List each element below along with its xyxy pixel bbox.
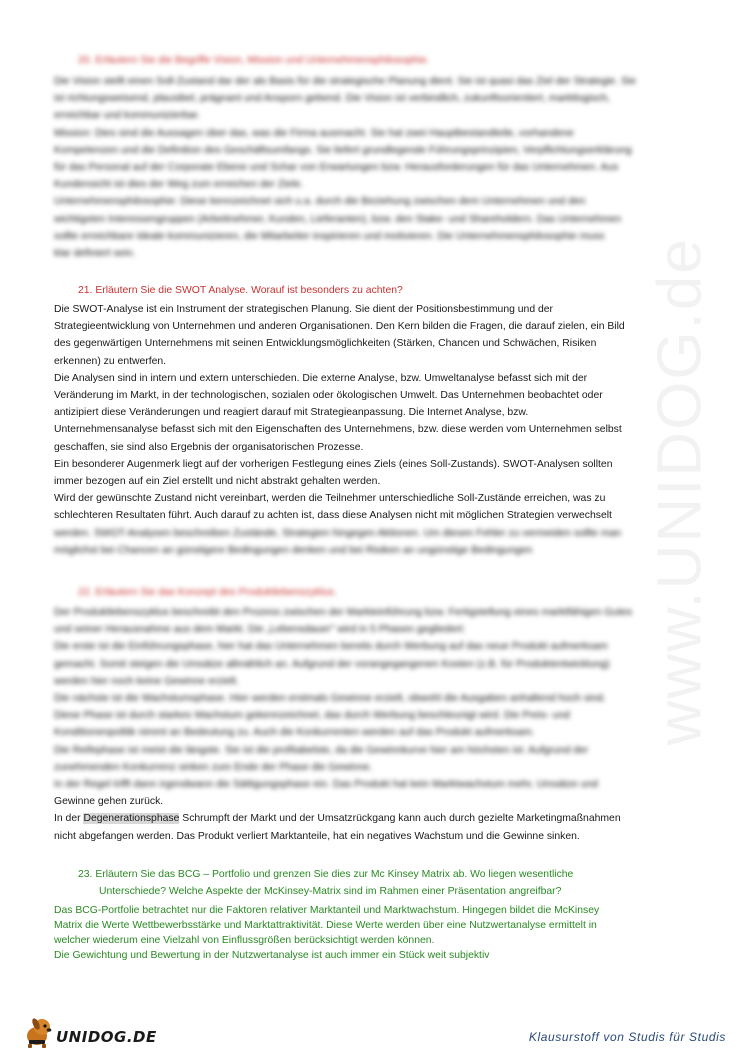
paragraph-line: des gegenwärtigen Unternehmens mit seinen Entwicklungsmöglichkeiten (Stärken, Chancen und Schwächen, Risiken bbox=[54, 338, 597, 350]
watermark: www.UNIDOG.de bbox=[645, 237, 715, 746]
paragraph-line: Die Gewichtung und Bewertung in der Nutzwertanalyse ist auch immer ein Stück weit subjektiv bbox=[54, 950, 490, 961]
paragraph-line: Die erste ist die Einführungsphase, hier hat das Unternehmen bereits durch Werbung auf das neue Produkt aufmerksam bbox=[54, 641, 608, 653]
paragraph-line: geschaffen, sie sind also Ergebnis der organisatorischen Prozesse. bbox=[54, 441, 364, 453]
paragraph-line: werden. SWOT-Analysen beschreiben Zustände, Strategien hingegen Aktionen. Um diesen Fehler zu vermeiden sollte man bbox=[54, 527, 622, 539]
section-21 bbox=[54, 282, 694, 559]
paragraph-line: klar definiert sein. bbox=[54, 248, 136, 260]
paragraph-line: Diese Phase ist durch starkes Wachstum gekennzeichnet, das durch Werbung beschleunigt wird. Die Preis- und bbox=[54, 710, 570, 722]
paragraph-line: Das BCG-Portfolie betrachtet nur die Faktoren relativer Marktanteil und Marktwachstum. Hingegen bildet die McKinsey bbox=[54, 905, 600, 916]
paragraph-line: immer bezogen auf ein Ziel erstellt und nicht abstrakt gehalten werden. bbox=[54, 476, 381, 488]
paragraph-line: erreichbar und kommunizierbar. bbox=[54, 110, 201, 122]
paragraph-line: Unternehmensphilosophie: Diese kennzeichnet sich u.a. durch die Beziehung zwischen dem Unternehmen und den bbox=[54, 196, 586, 208]
blurred-excerpt bbox=[54, 584, 694, 793]
unidog-logo bbox=[22, 1014, 157, 1050]
question-23-continued: Unterschiede? Welche Aspekte der McKinsey-Matrix sind im Rahmen einer Präsentation angreifbar? bbox=[99, 886, 562, 897]
paragraph-line: Strategieentwicklung von Unternehmen und anderen Organisationen. Den Kern bilden die Fragen, die darauf zielen, ein Bild bbox=[54, 321, 625, 333]
text-segment: Schrumpft der Markt und der Umsatzrückgang kann auch durch gezielte Marketingmaßnahmen bbox=[179, 813, 621, 825]
paragraph-line: Die nächste ist die Wachstumsphase. Hier werden erstmals Gewinne erzielt, obwohl die Ausgaben anhaltend hoch sind. bbox=[54, 693, 606, 705]
paragraph-line: schlechteren Resultaten führt. Auch darauf zu achten ist, dass diese Analysen nicht mit möglichen Strategien verwechselt bbox=[54, 510, 612, 522]
dog-mascot-icon bbox=[22, 1014, 58, 1050]
highlighted-term: Degenerationsphase bbox=[83, 813, 180, 825]
question-22: 22. Erläutern Sie das Konzept des Produktlebenszyklus. bbox=[78, 587, 337, 598]
blurred-excerpt bbox=[54, 525, 694, 559]
question-20: 20. Erläutern Sie die Begriffe Vision, Mission und Unternehmensphilosophie. bbox=[78, 55, 430, 66]
paragraph-line: möglichst bei Chancen an günstigere Bedingungen denken und bei Risiken an ungünstige Bedingungen bbox=[54, 544, 533, 556]
paragraph-line: Gewinne gehen zurück. bbox=[54, 796, 164, 808]
paragraph-line: Konditionenpolitik nimmt an Bedeutung zu. Auch die Konkurrenten werden auf das Produkt aufmerksam. bbox=[54, 727, 535, 739]
section-20 bbox=[54, 52, 694, 262]
logo-text: UNIDOG.DE bbox=[56, 1028, 157, 1046]
paragraph-line: Matrix die Werte Wettbewerbsstärke und Marktattraktivität. Diese Werte werden über eine Nutzwertanalyse ermittelt in bbox=[54, 920, 597, 931]
paragraph-line bbox=[54, 810, 694, 827]
paragraph-line: nicht abgefangen werden. Das Produkt verliert Marktanteile, hat ein negatives Wachstum und die Gewinne sinken. bbox=[54, 830, 580, 842]
section-23 bbox=[54, 866, 694, 963]
paragraph-line: ist richtungsweisend, plausibel, prägnant und Ansporn gebend. Die Vision ist verbindlich, zukunftsorientiert, marktlogisch, bbox=[54, 93, 611, 105]
paragraph-line: werden hier noch keine Gewinne erzielt. bbox=[54, 675, 239, 687]
paragraph-line: Unternehmensanalyse befasst sich mit den Eigenschaften des Unternehmens, bzw. diese werden vom Unternehmen selbst bbox=[54, 424, 622, 436]
paragraph-line: Kundensicht ist dies der Weg zum erreichen der Ziele. bbox=[54, 179, 304, 191]
footer-tagline: Klausurstoff von Studis für Studis bbox=[528, 1030, 726, 1044]
paragraph-line: Die Reifephase ist meist die längste. Sie ist die profitabelste, da die Gewinnkurve hier am höchsten ist. Aufgrund der bbox=[54, 744, 589, 756]
paragraph-line: zunehmenden Konkurrenz sinken zum Ende der Phase die Gewinne. bbox=[54, 761, 373, 773]
paragraph-line: Kompetenzen und die Definition des Geschäftsumfangs. Sie liefert grundlegende Führungsprinzipien, Verpflichtungserklärung bbox=[54, 144, 632, 156]
paragraph-line: welcher wiederum eine Vielzahl von Einflussgrößen berücksichtigt werden können. bbox=[54, 935, 435, 946]
paragraph-line: Mission: Dies sind die Aussagen über das, was die Firma ausmacht. Sie hat zwei Hauptbestandteile, vorhandene bbox=[54, 127, 574, 139]
question-23: 23. Erläutern Sie das BCG – Portfolio und grenzen Sie dies zur Mc Kinsey Matrix ab. Wo liegen wesentliche bbox=[78, 869, 574, 880]
paragraph-line: Ein besonderer Augenmerk liegt auf der vorherigen Festlegung eines Ziels (eines Soll-Zustands). SWOT-Analysen sollten bbox=[54, 458, 613, 470]
paragraph-line: Der Produktlebenszyklus beschreibt den Prozess zwischen der Markteinführung bzw. Fertigstellung eines marktfähigen Gutes bbox=[54, 607, 633, 618]
paragraph-line: und seiner Herausnahme aus dem Markt. Die „Lebensdauer" wird in 5 Phasen gegliedert: bbox=[54, 624, 466, 636]
paragraph-line: Veränderung im Markt, in der technologischen, sozialen oder ökologischen Umwelt. Das Unternehmen beobachtet oder bbox=[54, 390, 603, 402]
paragraph-line: antizipiert diese Veränderungen und reagiert darauf mit Strategieanpassung. Die Internet Analyse, bzw. bbox=[54, 407, 529, 419]
paragraph-line: wichtigsten Interessengruppen (Arbeitnehmer, Kunden, Lieferanten), bzw. den Stake- und Shareholdern. Das Unternehmen bbox=[54, 213, 622, 225]
paragraph-line: Die SWOT-Analyse ist ein Instrument der strategischen Planung. Sie dient der Positionsbestimmung und der bbox=[54, 304, 553, 315]
text-segment: In der bbox=[54, 813, 84, 825]
paragraph-line: Wird der gewünschte Zustand nicht vereinbart, werden die Teilnehmer unterschiedliche Soll-Zustände erreichen, was zu bbox=[54, 493, 606, 505]
paragraph-line: Die Analysen sind in intern und extern unterschieden. Die externe Analyse, bzw. Umweltanalyse befasst sich mit der bbox=[54, 372, 588, 384]
paragraph-line: sollte erreichbare Ideale kommunizieren, die Mitarbeiter inspirieren und motivieren. Die Unternehmensphilosophie muss bbox=[54, 230, 605, 242]
paragraph-line: Die Vision stellt einen Soll-Zustand dar der als Basis für die strategische Planung dient. Sie ist quasi das Ziel der Strategie. Sie bbox=[54, 76, 636, 87]
section-22 bbox=[54, 584, 694, 845]
paragraph-line: In der Regel trifft dann irgendwann die Sättigungsphase ein. Das Produkt hat kein Marktwachstum mehr, Umsätze und bbox=[54, 779, 598, 791]
paragraph-line: für das Personal auf der Corporate Ebene und Schar von Erwartungen bzw. Herausforderungen für das Unternehmen. Aus bbox=[54, 162, 619, 174]
paragraph-line: gemacht. Somit steigen die Umsätze allmählich an. Aufgrund der vorangegangenen Kosten (z.B. für Produktentwicklung) bbox=[54, 658, 610, 670]
paragraph-line: erkennen) zu entwerfen. bbox=[54, 355, 167, 367]
question-21: 21. Erläutern Sie die SWOT Analyse. Worauf ist besonders zu achten? bbox=[78, 285, 403, 296]
